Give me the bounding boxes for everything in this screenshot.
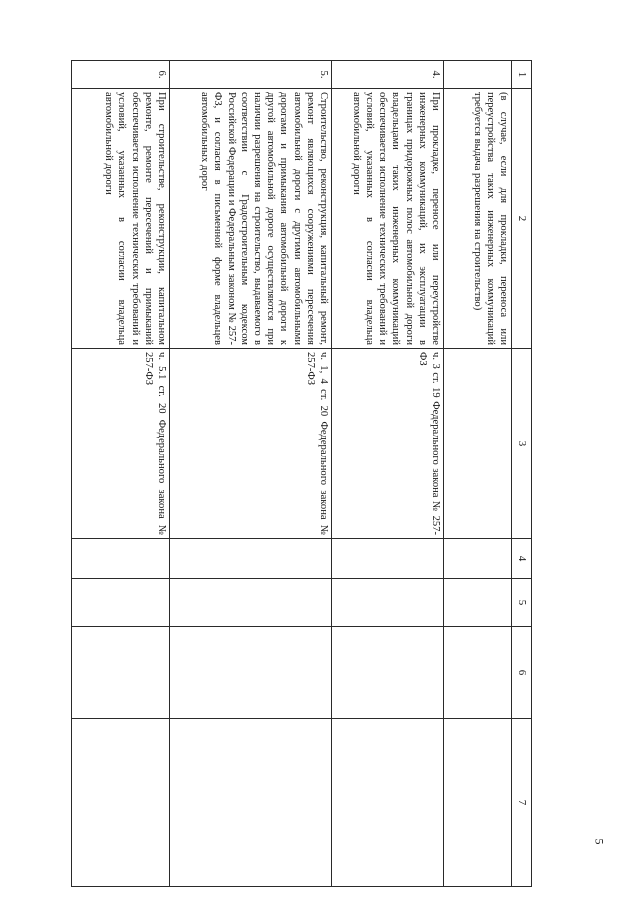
table-row <box>444 61 512 887</box>
header-cell-5: 5 <box>512 579 532 627</box>
row-number: 5. <box>170 61 332 89</box>
empty-cell <box>332 627 444 719</box>
header-cell-6: 6 <box>512 627 532 719</box>
empty-cell <box>170 627 332 719</box>
requirement-text: При строительстве, реконструкции, капитальном ремонте, ремонте пересечений и примыканий обеспечивается исполнение технических требований и условий, указанных в согласии владельца автомобильной дороги <box>72 89 170 349</box>
requirements-table <box>71 60 532 887</box>
header-cell-7: 7 <box>512 719 532 887</box>
table-row <box>170 61 332 887</box>
empty-cell <box>332 719 444 887</box>
table-row <box>332 61 444 887</box>
empty-cell <box>170 719 332 887</box>
empty-cell <box>444 627 512 719</box>
row-number: 4. <box>332 61 444 89</box>
table-row <box>72 61 170 887</box>
empty-cell <box>332 539 444 579</box>
empty-cell <box>72 627 170 719</box>
empty-cell <box>444 539 512 579</box>
requirement-text: При прокладке, переносе или переустройстве инженерных коммуникаций, их эксплуатации в границах придорожных полос автомобильной дороги владельцами таких инженерных коммуникаций обеспечивается исполнение технических требований и условий, указанных в согласии владельца автомобильной дороги <box>332 89 444 349</box>
empty-cell <box>170 539 332 579</box>
legal-reference <box>444 349 512 539</box>
legal-reference: ч. 3 ст. 19 Федерального закона № 257-ФЗ <box>332 349 444 539</box>
empty-cell <box>332 579 444 627</box>
empty-cell <box>72 579 170 627</box>
empty-cell <box>72 719 170 887</box>
header-cell-1: 1 <box>512 61 532 89</box>
empty-cell <box>444 719 512 887</box>
requirement-text: (в случае, если для прокладки, переноса или переустройства таких инженерных коммуникаций требуется выдача разрешения на строительство) <box>444 89 512 349</box>
header-cell-4: 4 <box>512 539 532 579</box>
header-cell-2: 2 <box>512 89 532 349</box>
header-cell-3: 3 <box>512 349 532 539</box>
empty-cell <box>444 579 512 627</box>
legal-reference: ч. 5.1 ст. 20 Федерального закона № 257-ФЗ <box>72 349 170 539</box>
requirement-text: Строительство, реконструкция, капитальный ремонт, ремонт являющихся сооружениями пересечения автомобильной дороги с другими автомобильными дорогами и примыкания автомобильной дороги к другой автомобильной дороге осуществляются при наличии разрешения на строительство, выдаваемого в соответствии с Градостроительным кодексом Российской Федерации и Федеральным законом № 257-ФЗ, и согласия в письменной форме владельцев автомобильных дорог <box>170 89 332 349</box>
row-number: 6. <box>72 61 170 89</box>
rotated-table-wrapper <box>72 60 532 886</box>
empty-cell <box>170 579 332 627</box>
row-number <box>444 61 512 89</box>
table-header-row <box>512 61 532 887</box>
legal-reference: ч. 1, 4 ст. 20 Федерального закона № 257-ФЗ <box>170 349 332 539</box>
page-number: 5 <box>592 838 607 845</box>
empty-cell <box>72 539 170 579</box>
